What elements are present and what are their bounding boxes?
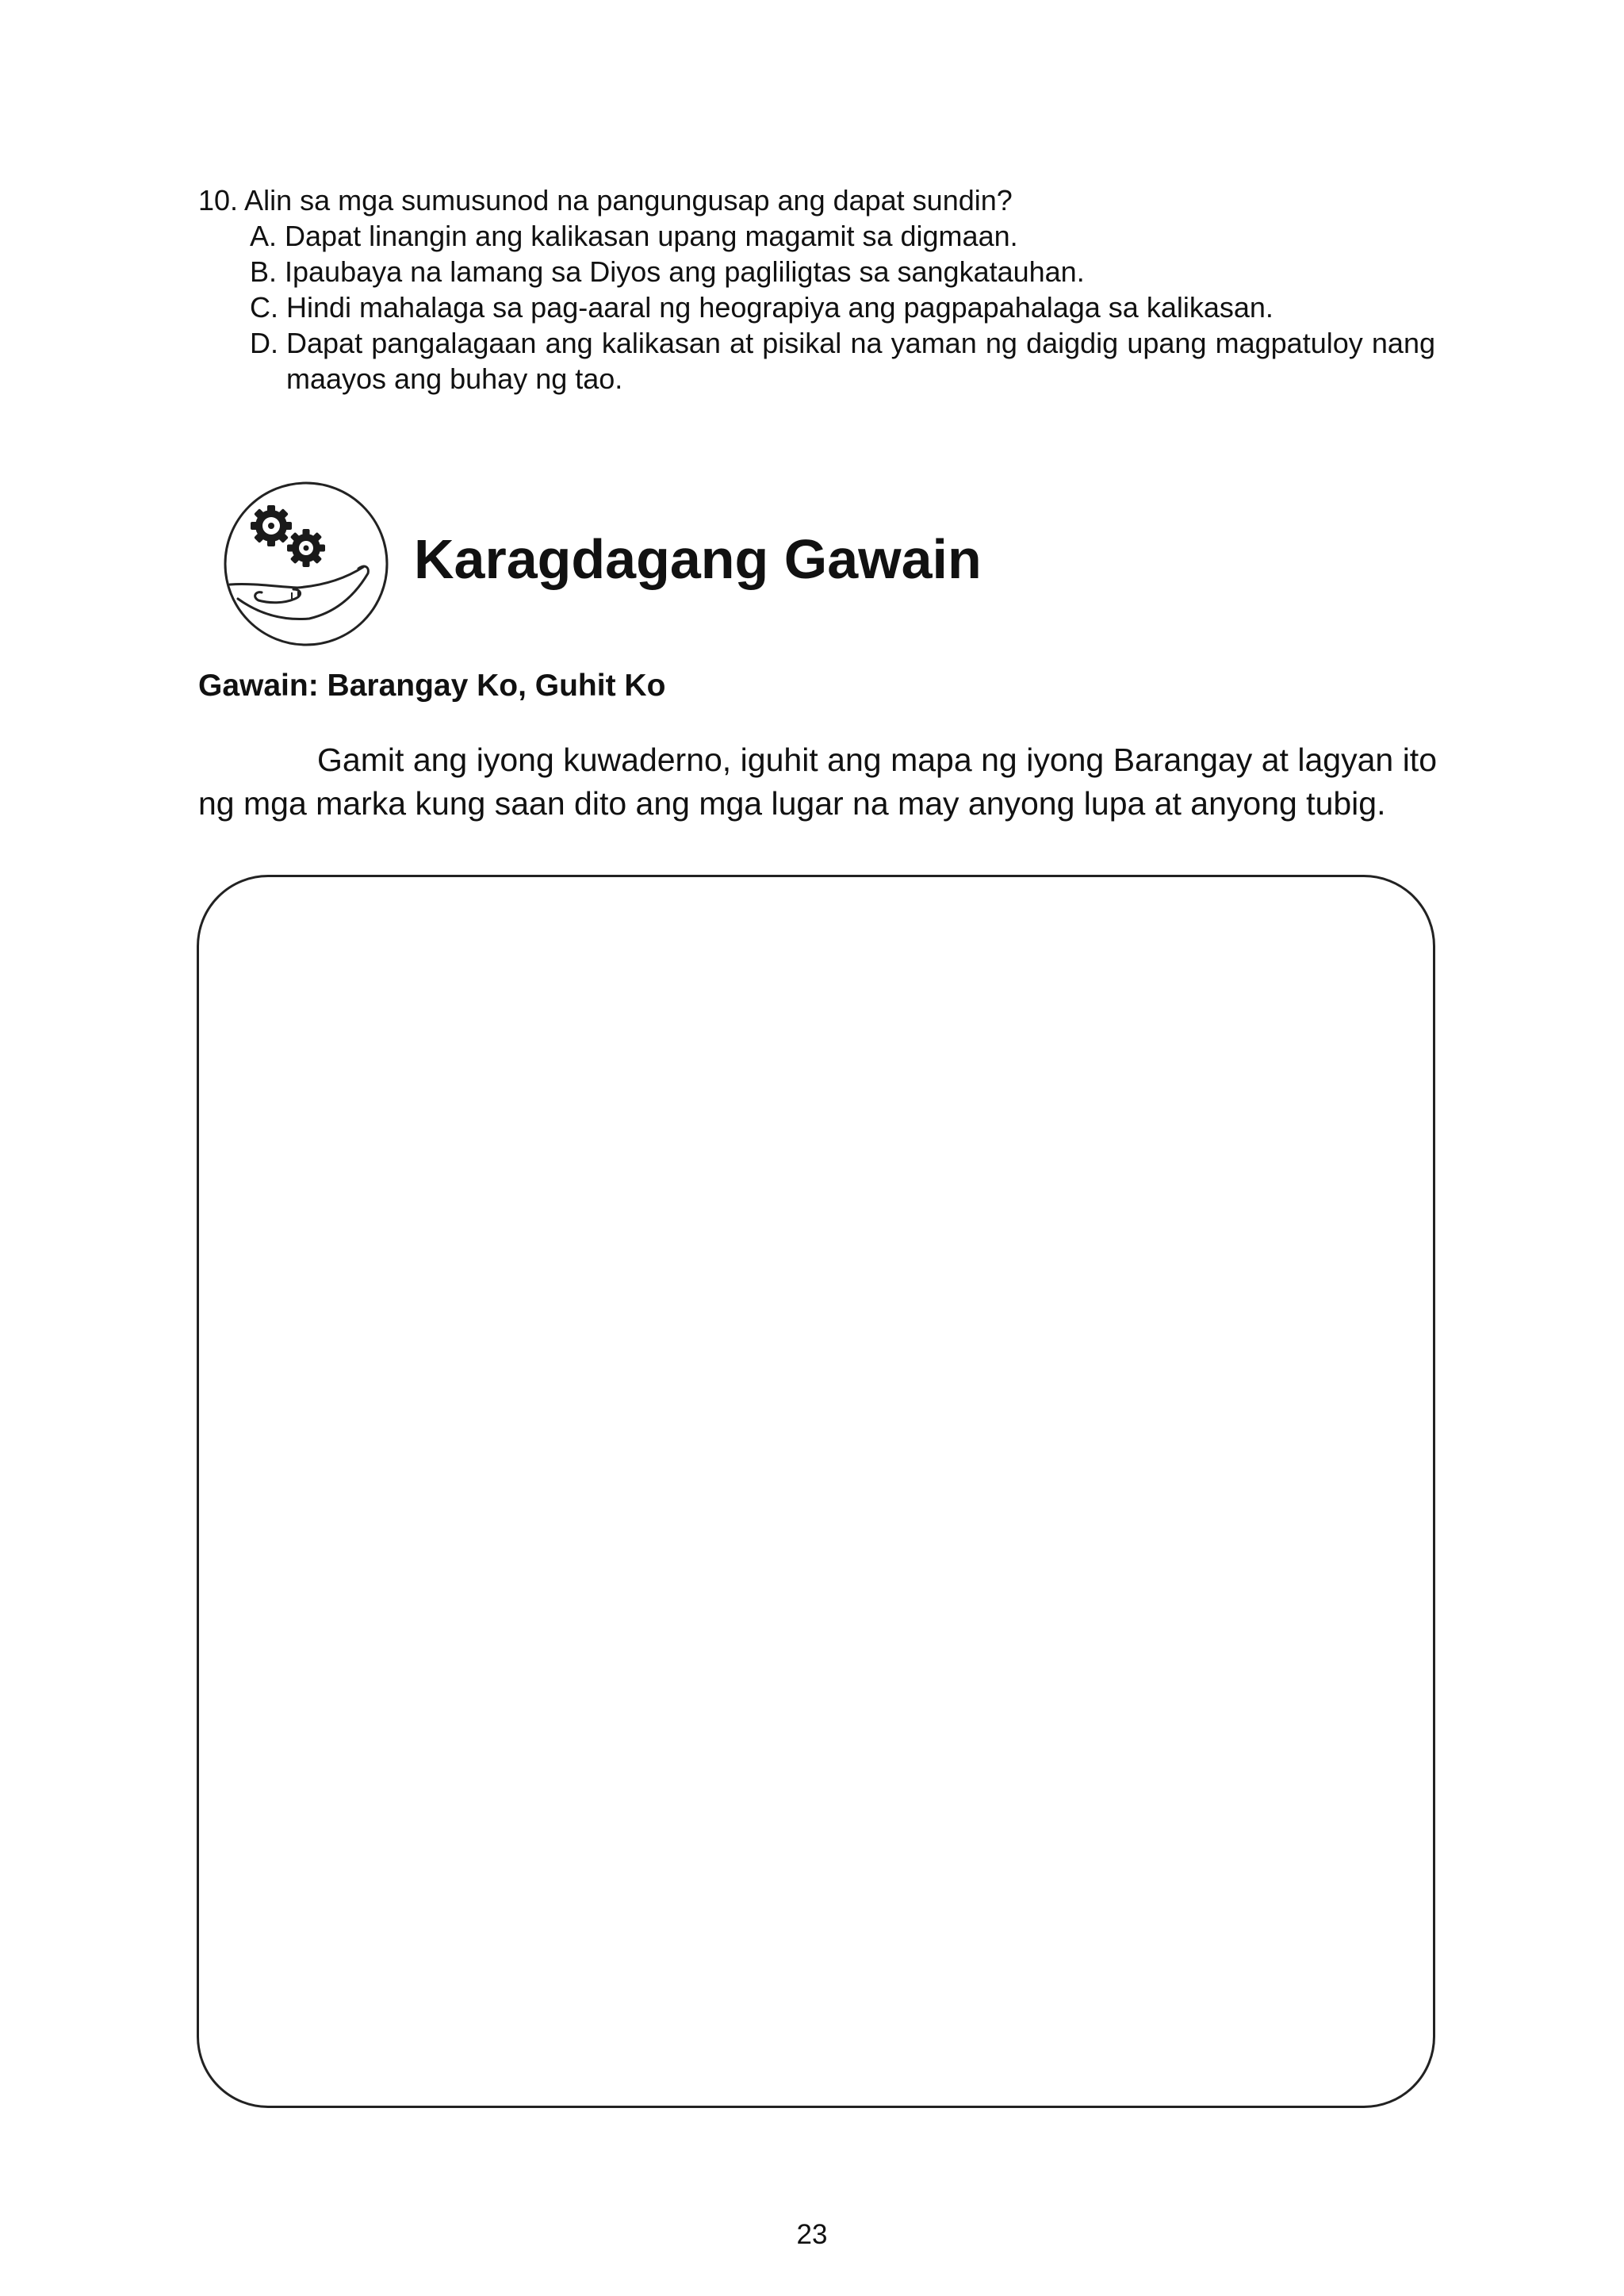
question-stem: 10. Alin sa mga sumusunod na pangungusap ang dapat sundin? [198,184,1013,217]
section-title: Karagdagang Gawain [414,528,982,590]
page-number: 23 [796,2219,828,2250]
gears-in-hand-icon [222,480,390,648]
choice-d [250,325,1435,397]
activity-title: Gawain: Barangay Ko, Guhit Ko [198,669,666,703]
choice-b: B. Ipaubaya na lamang sa Diyos ang pagliligtas sa sangkatauhan. [250,255,1085,288]
choice-d-text: Dapat pangalagaan ang kalikasan at pisikal na yaman ng daigdig upang magpatuloy nang maayos ang buhay ng tao. [286,327,1435,395]
drawing-area-box [197,875,1435,2108]
activity-instructions: Gamit ang iyong kuwaderno, iguhit ang mapa ng iyong Barangay at lagyan ito ng mga marka kung saan dito ang mga lugar na may anyong lupa at anyong tubig. [198,742,1437,822]
choice-c: C. Hindi mahalaga sa pag-aaral ng heograpiya ang pagpapahalaga sa kalikasan. [250,291,1274,324]
choice-a: A. Dapat linangin ang kalikasan upang magamit sa digmaan. [250,220,1018,252]
choice-d-letter: D. [250,327,278,359]
question-10 [198,182,1435,397]
